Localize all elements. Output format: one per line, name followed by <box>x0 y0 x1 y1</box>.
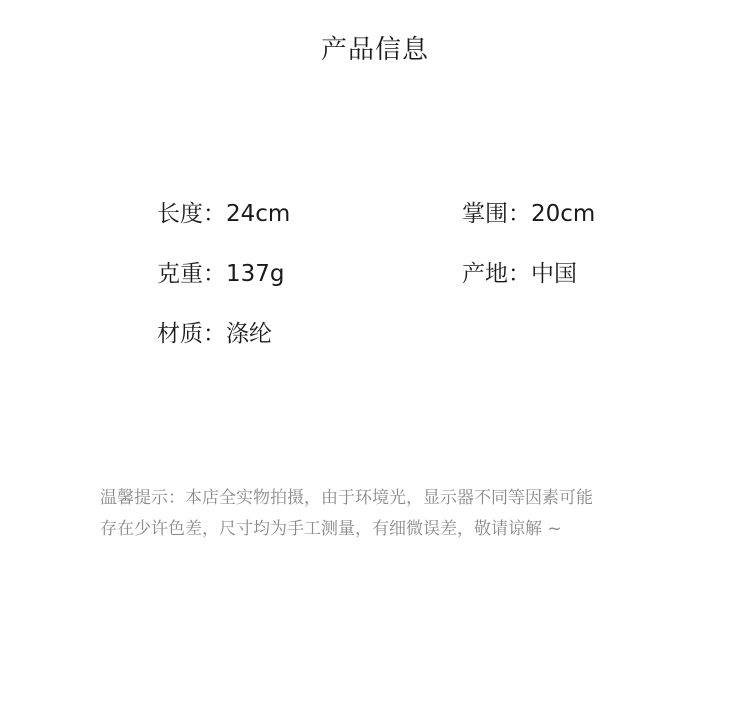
notice-line-1: 温馨提示：本店全实物拍摄，由于环境光，显示器不同等因素可能 <box>100 488 593 508</box>
spec-row <box>0 254 750 294</box>
spec-palm-circumference: 掌围：20cm <box>462 201 596 227</box>
spec-length: 长度：24cm <box>157 201 291 227</box>
page-title: 产品信息 <box>320 35 429 65</box>
spec-row <box>0 194 750 234</box>
notice-line-2: 存在少许色差，尺寸均为手工测量，有细微误差，敬请谅解 ~ <box>100 519 562 539</box>
notice-text <box>100 483 700 545</box>
spec-material: 材质：涤纶 <box>157 321 272 347</box>
spec-origin: 产地：中国 <box>462 261 577 287</box>
spec-row <box>0 314 750 354</box>
spec-weight: 克重：137g <box>157 261 285 287</box>
